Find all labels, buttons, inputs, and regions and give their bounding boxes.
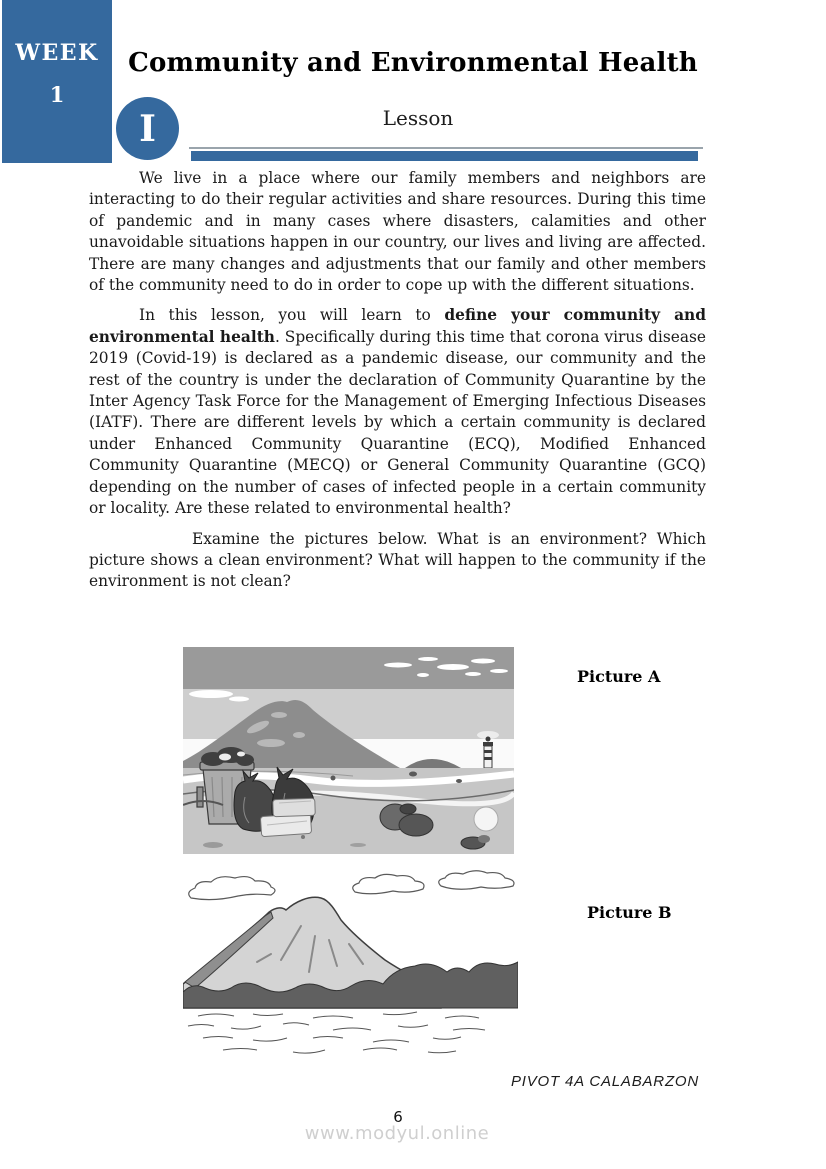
picture-a-label: Picture A (577, 667, 661, 686)
week-label: WEEK (15, 40, 99, 66)
paragraph-objective-rest: . Specifically during this time that corona virus disease 2019 (Covid-19) is declared as a pandemic disease, our community and the rest of the country is under the declaration of Community Quarantine by the Inter Agency Task Force for the Management of Emerging Infectious Diseases (IATF). There are different levels by which a certain community is declared under Enhanced Community Quarantine (ECQ), Modified Enhanced Community Quarantine (MECQ) or General Community Quarantine (GCQ) depending on the number of cases of infected people in a certain community or locality. Are these related to environmental health? (89, 327, 707, 518)
picture-b-label: Picture B (587, 903, 672, 922)
paragraph-lesson-objective (89, 305, 706, 519)
paragraph-examine: Examine the pictures below. What is an environment? Which picture shows a clean environment? What will happen to the community if the environment is not clean? (89, 529, 706, 591)
footer-brand: PIVOT 4A CALABARZON (510, 1073, 700, 1090)
picture-a-illustration (183, 647, 514, 854)
week-number: 1 (49, 82, 65, 107)
watermark: www.modyul.online (304, 1123, 490, 1144)
week-banner (2, 0, 112, 163)
lesson-marker-letter: I (139, 107, 156, 150)
picture-b-drawing (183, 868, 518, 1058)
lesson-heading: Lesson (382, 106, 454, 130)
page-number: 6 (393, 1108, 403, 1126)
picture-a-drawing (183, 647, 514, 854)
paragraph-intro: We live in a place where our family members and neighbors are interacting to do their regular activities and share resources. During this time of pandemic and in many cases where disasters, calamities and other unavoidable situations happen in our country, our lives and living are affected. There are many changes and adjustments that our family and other members of the community need to do in order to cope up with the different situations. (89, 169, 706, 295)
body-text (89, 168, 706, 602)
paragraph-objective-bold: define your community and environmental health (89, 306, 707, 346)
lesson-rule-thin (189, 147, 703, 149)
picture-b-illustration (183, 868, 518, 1058)
page-title: Community and Environmental Health (128, 48, 698, 78)
lesson-rule (191, 151, 698, 161)
paragraph-objective-lead: In this lesson, you will learn to (139, 306, 445, 325)
